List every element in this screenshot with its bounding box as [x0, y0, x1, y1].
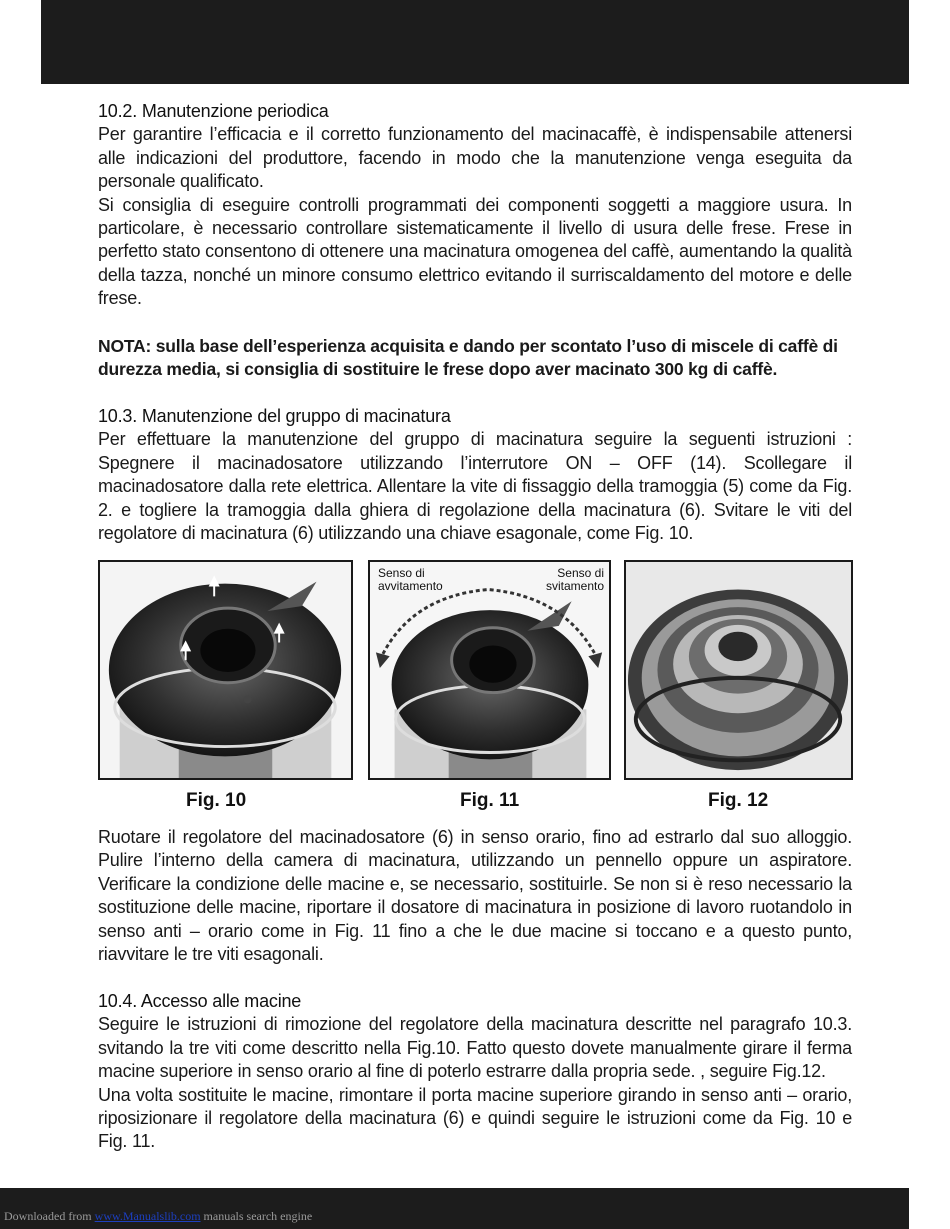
direction-label-line: Senso di — [557, 566, 604, 580]
section-maintenance-periodic — [98, 100, 852, 311]
section-grinding-group — [98, 405, 852, 545]
direction-label-screwing — [378, 567, 443, 593]
paragraph: Per effettuare la manutenzione del gruppo di macinatura seguire la seguenti istruzioni : Spegnere il macinadosatore utilizzando l’interrutore ON – OFF (14). Scollegare il macinadosatore dalla rete elettrica. Allentare la vite di fissaggio della tramoggia (5) come da Fig. 2. e togliere la tramoggia dalla ghiera di regolazione della macinatura (6). Svitare le viti del regolatore di macinatura (6) utilizzando una chiave esagonale, come Fig. 10. — [98, 429, 852, 544]
download-note — [4, 1209, 312, 1224]
note-block — [98, 335, 852, 382]
download-note-suffix: manuals search engine — [200, 1209, 313, 1223]
header-bar — [41, 0, 909, 84]
download-source-link[interactable]: www.Manualslib.com — [94, 1209, 201, 1223]
download-note-prefix: Downloaded from — [4, 1209, 92, 1223]
figure-11-image — [368, 560, 611, 780]
figure-10-caption: Fig. 10 — [186, 790, 247, 811]
direction-label-line: Senso di — [378, 566, 425, 580]
paragraph: Una volta sostituite le macine, rimontare il porta macine superiore girando in senso anti – orario, riposizionare il regolatore della macinatura (6) e quindi seguire le istruzioni come da Fig. 10 e Fig. 11. — [98, 1084, 852, 1152]
section-heading: 10.3. Manutenzione del gruppo di macinatura — [98, 406, 451, 426]
section-grinder-access — [98, 990, 852, 1154]
figure-10-image — [98, 560, 353, 780]
direction-label-line: svitamento — [545, 579, 604, 593]
instructions-after-figures — [98, 826, 852, 966]
figure-12-image — [624, 560, 853, 780]
section-heading: 10.4. Accesso alle macine — [98, 991, 302, 1011]
direction-label-line: avvitamento — [378, 579, 443, 593]
direction-label-unscrewing — [532, 567, 604, 593]
figure-12-caption: Fig. 12 — [708, 790, 769, 811]
paragraph: Ruotare il regolatore del macinadosatore (6) in senso orario, fino ad estrarlo dal suo alloggio. Pulire l’interno della camera di macinatura, utilizzando un pennello oppure un aspiratore. Verificare la condizione delle macine e, se necessario, sostituirle. Se non si è reso necessario la sostituzione delle macine, riportare il dosatore di macinatura in posizione di lavoro ruotandolo in senso anti – orario come in Fig. 11 fino a che le due macine si toccano e a questo punto, riavvitare le tre viti esagonali. — [98, 827, 852, 965]
section-heading: 10.2. Manutenzione periodica — [98, 101, 329, 121]
paragraph: Seguire le istruzioni di rimozione del regolatore della macinatura descritte nel paragrafo 10.3. svitando la tre viti come descritto nella Fig.10. Fatto questo dovete manualmente girare il ferma macine superiore in senso orario al fine di poterlo estrarre dalla propria sede. , seguire Fig.12. — [98, 1014, 852, 1082]
paragraph: Per garantire l’efficacia e il corretto funzionamento del macinacaffè, è indispensabile attenersi alle indicazioni del produttore, facendo in modo che la manutenzione venga eseguita da personale qualificato. — [98, 124, 852, 192]
paragraph: Si consiglia di eseguire controlli programmati dei componenti soggetti a maggiore usura. In particolare, è necessario controllare sistematicamente il livello di usura delle frese. Frese in perfetto stato consentono di ottenere una macinatura omogenea del caffè, aumentando la qualità della tazza, nonché un minore consumo elettrico evitando il surriscaldamento del motore e delle frese. — [98, 194, 852, 309]
note-text: NOTA: sulla base dell’esperienza acquisita e dando per scontato l’uso di miscele di caffè di durezza media, si consiglia di sostituire le frese dopo aver macinato 300 kg di caffè. — [98, 336, 838, 380]
figure-11-caption: Fig. 11 — [460, 790, 520, 811]
